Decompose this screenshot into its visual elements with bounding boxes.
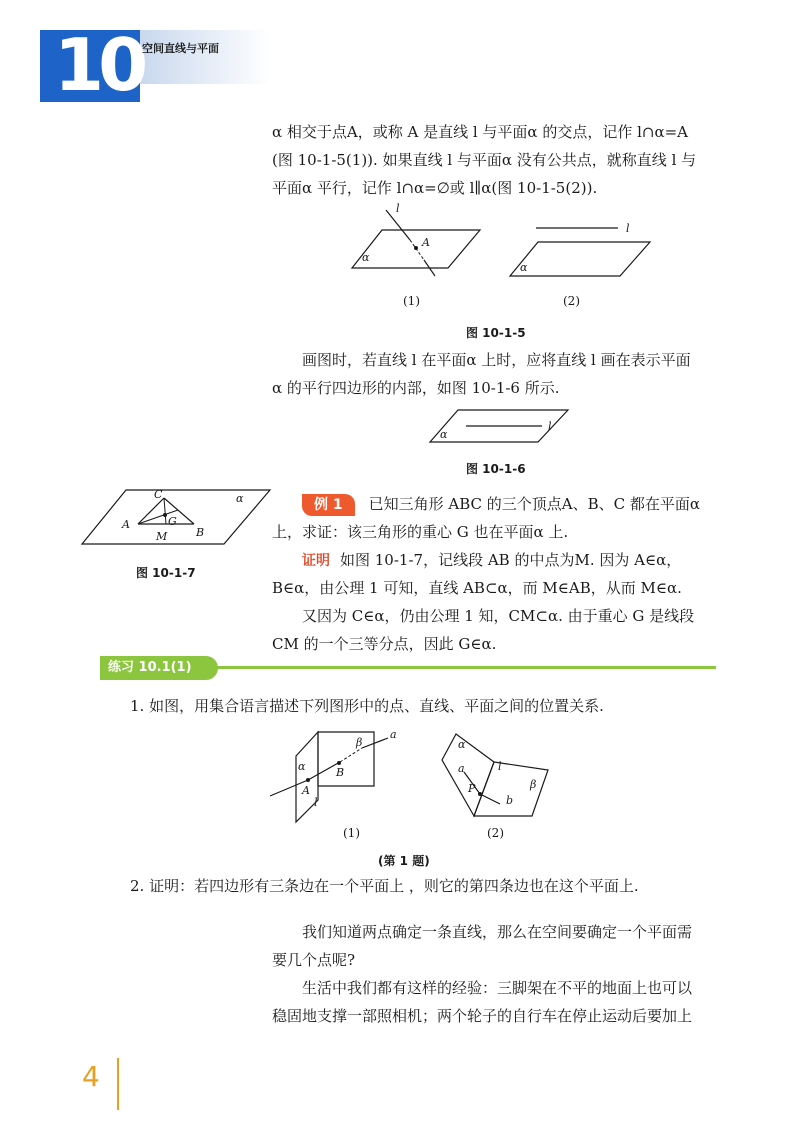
fig6-label-l: l <box>548 420 552 433</box>
proof-text-line1: 如图 10-1-7，记线段 AB 的中点为M. 因为 A∈α， <box>340 551 682 569</box>
fig5-sub1: (1) <box>403 294 420 308</box>
fig7-label-C: C <box>154 488 163 501</box>
para1-line3: 平面α 平行，记作 l∩α=∅或 l∥α(图 10-1-5(2)). <box>272 179 598 197</box>
proof-label: 证明 <box>302 553 330 569</box>
figure-10-1-6 <box>424 404 574 448</box>
fig7-label-B: B <box>196 526 205 539</box>
q1-label-b: b <box>506 794 514 807</box>
proof-line4: CM 的一个三等分点，因此 G∈α. <box>272 635 497 653</box>
q1-label-l1: l <box>314 796 318 809</box>
para3-line4: 稳固地支撑一部照相机；两个轮子的自行车在停止运动后要加上 <box>272 1007 693 1025</box>
fig5-label-l1: l <box>396 202 400 215</box>
fig5-sub2: (2) <box>563 294 580 308</box>
para3-line2: 要几个点呢? <box>272 951 356 969</box>
fig7-caption: 图 10-1-7 <box>136 566 196 580</box>
q1-label-beta2: β <box>530 778 537 791</box>
q1-label-alpha1: α <box>298 760 306 773</box>
chapter-header-gradient <box>140 30 270 84</box>
q1-label-l2: l <box>498 760 502 773</box>
page-number: 4 <box>82 1060 100 1093</box>
para2-line2: α 的平行四边形的内部，如图 10-1-6 所示. <box>272 379 560 397</box>
fig5-label-A: A <box>422 236 430 249</box>
q1-label-a1: a <box>390 728 397 741</box>
chapter-number: 10 <box>54 23 143 107</box>
proof-line2: B∈α，由公理 1 可知，直线 AB⊂α，而 M∈AB，从而 M∈α. <box>272 579 682 597</box>
q1-label-alpha2: α <box>458 738 466 751</box>
fig5-caption: 图 10-1-5 <box>466 326 526 340</box>
para3-line1: 我们知道两点确定一条直线，那么在空间要确定一个平面需 <box>302 923 693 941</box>
example-text-line1: 已知三角形 ABC 的三个顶点A、B、C 都在平面α <box>368 495 701 513</box>
exercise-q1-figure <box>262 726 562 826</box>
fig5-label-alpha1: α <box>362 251 370 264</box>
fig6-label-alpha: α <box>440 428 448 441</box>
q1-label-a2: a <box>458 762 465 775</box>
exercise-divider <box>212 666 716 669</box>
q1-label-B: B <box>336 766 345 779</box>
page-number-rule <box>117 1058 119 1110</box>
fig6-caption: 图 10-1-6 <box>466 462 526 476</box>
q1-label-beta1: β <box>356 736 363 749</box>
example-line1 <box>302 490 700 518</box>
exercise-title: 练习 10.1(1) <box>100 656 218 680</box>
fig7-label-M: M <box>156 530 168 543</box>
fig7-label-A: A <box>122 518 130 531</box>
para1-line2: (图 10-1-5(1)). 如果直线 l 与平面α 没有公共点，就称直线 l 与 <box>272 151 697 169</box>
q1-caption: (第 1 题) <box>378 854 430 868</box>
para1-line1: α 相交于点A，或称 A 是直线 l 与平面α 的交点，记作 l∩α=A <box>272 123 688 141</box>
q1-label-A: A <box>302 784 310 797</box>
exercise-q1: 1. 如图，用集合语言描述下列图形中的点、直线、平面之间的位置关系. <box>130 697 604 715</box>
proof-line3: 又因为 C∈α，仍由公理 1 知，CM⊂α. 由于重心 G 是线段 <box>302 607 695 625</box>
example-line2: 上，求证：该三角形的重心 G 也在平面α 上. <box>272 523 569 541</box>
chapter-title: 空间直线与平面 <box>142 42 219 55</box>
fig5-label-alpha2: α <box>520 261 528 274</box>
fig7-label-G: G <box>168 515 177 528</box>
para2-line1: 画图时，若直线 l 在平面α 上时，应将直线 l 画在表示平面 <box>302 351 691 369</box>
exercise-q2: 2. 证明：若四边形有三条边在一个平面上 ，则它的第四条边也在这个平面上. <box>130 877 639 895</box>
q1-sub1: (1) <box>343 826 360 840</box>
fig5-label-l2: l <box>626 222 630 235</box>
figure-10-1-5 <box>340 198 660 294</box>
q1-sub2: (2) <box>487 826 504 840</box>
para3-line3: 生活中我们都有这样的经验：三脚架在不平的地面上也可以 <box>302 979 693 997</box>
fig7-label-alpha: α <box>236 492 244 505</box>
proof-line1 <box>302 546 681 575</box>
q1-label-P: P <box>468 782 476 795</box>
figure-10-1-7 <box>78 484 274 550</box>
example-badge: 例 1 <box>302 494 355 516</box>
